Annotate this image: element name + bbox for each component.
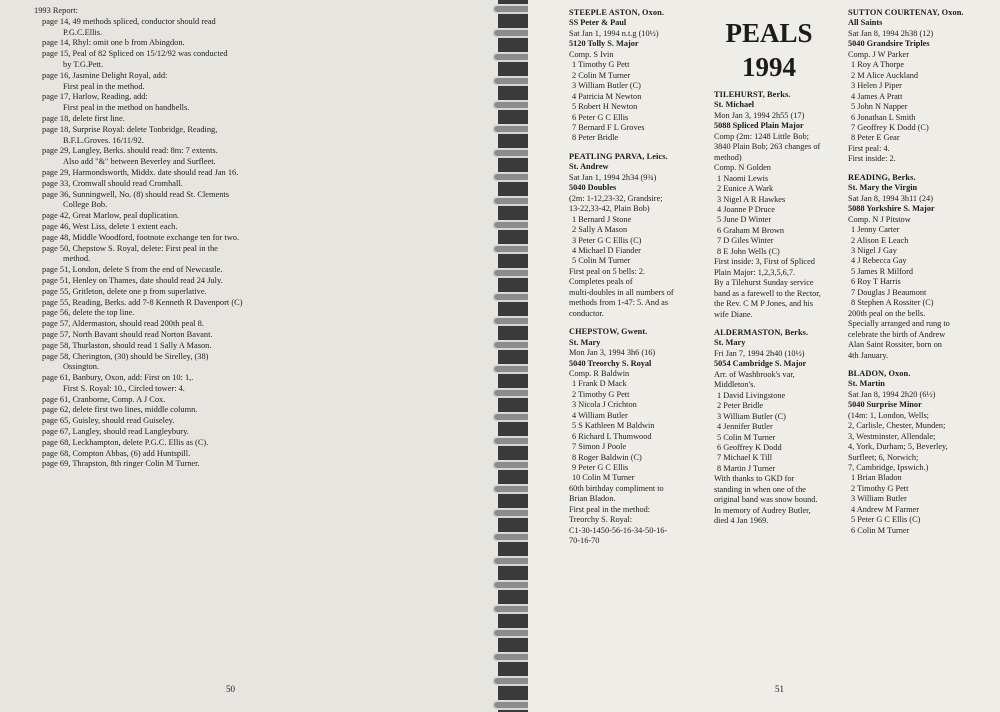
peal-method: 5040 Treorchy S. Royal [569,358,652,368]
peal-ringer: 5 James R Milford [851,266,913,276]
peal-church: St. Martin [848,379,885,389]
peal-footnote: First peal in the method: [569,504,651,514]
errata-line: page 61, Cranborne, Comp. A J Cox. [42,394,166,404]
peal-footnote: C1-30-1450-56-16-34-50-16- [569,525,668,535]
peal-ringer: 5 Colin M Turner [572,256,631,266]
peal-method: 5088 Spliced Plain Major [714,121,804,131]
peal-method: 5054 Cambridge S. Major [714,359,807,369]
peal-ringer: 7 D Giles Winter [717,236,774,246]
errata-line: page 15, Peal of 82 Spliced on 15/12/92 was conducted [42,49,228,59]
errata-line: page 48, Middle Woodford, footnote exchange ten for two. [42,232,240,242]
peal-footnote: Brian Bladon. [569,494,616,504]
binding-coil [492,604,532,614]
binding-coil [492,124,532,134]
peal-ringer: 4 Joanne P Druce [717,204,775,214]
peal-entry [848,369,973,536]
binding-coil [492,196,532,206]
binding-coil [492,556,532,566]
peal-ringer: 4 Jennifer Butler [717,422,773,432]
peal-ringer: 7 Douglas J Beaumont [851,287,927,297]
peal-footnote: wife Diane. [714,309,753,319]
errata-line: Also add "&" between Beverley and Surfleet. [63,157,216,167]
peal-composition: Comp. N J Pitstow [848,214,911,224]
peal-composition: (2m: 1-12,23-32, Grandsire; [569,193,663,203]
errata-line: page 58, Cherington, (30) should be Sirelley, (38) [42,351,209,361]
peal-place: BLADON, Oxon. [848,368,911,378]
binding-coil [492,52,532,62]
peal-entry [848,8,973,165]
peal-composition: Comp. J W Parker [848,49,909,59]
peal-footnote: Plain Major: 1,2,3,5,6,7. [714,267,796,277]
peal-footnote: 70-16-70 [569,536,600,546]
binding-coil [492,532,532,542]
peal-footnote: methods from 1-47: 5. And as [569,298,669,308]
peal-ringer: 6 Peter G C Ellis [572,112,629,122]
errata-line: page 58, Thurlaston, should read 1 Sally A Mason. [42,340,212,350]
peal-place: STEEPLE ASTON, Oxon. [569,8,664,17]
peal-composition: Surfleet; 6, Norwich; [848,452,919,462]
peal-church: St. Michael [714,100,755,110]
peal-composition: Arr. of Washbrook's var, [714,369,795,379]
errata-line: method. [63,254,91,264]
peals-year: 1994 [742,52,796,82]
peal-footnote: conductor. [569,308,604,318]
peal-ringer: 6 Roy T Harris [851,277,901,287]
peal-composition: 13-22,33-42, Plain Bob) [569,204,650,214]
peal-church: St. Andrew [569,162,609,172]
peal-composition: 2, Carlisle, Chester, Munden; [848,421,946,431]
binding-coil [492,628,532,638]
peal-ringer: 9 Peter G C Ellis [572,463,629,473]
peals-title: PEALS [725,18,813,48]
errata-line: page 55, Reading, Berks. add 7-8 Kenneth R Davenport (C) [42,297,243,307]
peal-ringer: 6 Graham M Brown [717,225,785,235]
binding-coil [492,484,532,494]
errata-line: by T.G.Pett. [63,59,104,69]
errata-line: page 62, delete first two lines, middle column. [42,405,198,415]
binding-coil [492,580,532,590]
peal-footnote: standing in when one of the [714,484,806,494]
binding-coil [492,364,532,374]
peal-composition: Comp (2m: 1248 Little Bob; [714,131,809,141]
peals-column-2 [714,90,844,535]
peal-footnote: original band was snow bound. [714,495,818,505]
binding-coil [492,172,532,182]
peal-composition: Middleton's. [714,380,756,390]
peal-footnote: Alan Saint Rossiter, born on [848,340,942,350]
peal-footnote: With thanks to GKD for [714,474,795,484]
errata-line: page 57, North Bavant should read Norton Bavant. [42,329,213,339]
peal-church: SS Peter & Paul [569,18,627,28]
peal-church: St. Mary [569,337,601,347]
peal-ringer: 1 Jenny Carter [851,225,900,235]
errata-line: page 14, 49 methods spliced, conductor should read [42,16,216,26]
peal-date: Sat Jan 8, 1994 2h38 (12) [848,28,934,38]
peals-column-1 [569,8,697,555]
left-page [0,0,498,712]
binding-coil [492,436,532,446]
peal-ringer: 7 Geoffrey K Dodd (C) [851,122,929,132]
peal-ringer: 3 Peter G C Ellis (C) [572,235,642,245]
peal-church: St. Mary the Virgin [848,183,918,193]
peal-ringer: 3 Nigel J Gay [851,245,897,255]
peal-ringer: 5 June D Winter [717,215,772,225]
peal-ringer: 4 William Butler [572,410,628,420]
spiral-binding [498,0,528,712]
peal-entry [848,173,973,361]
peal-ringer: 8 Peter Bridle [572,133,619,143]
errata-list [34,17,489,470]
peal-church: St. Mary [714,338,746,348]
peal-ringer: 4 Patricia M Newton [572,91,642,101]
binding-coil [492,340,532,350]
binding-coil [492,412,532,422]
errata-line: page 50, Chepstow S. Royal, delete: First peal in the [42,243,218,253]
peal-ringer: 1 Naomi Lewis [717,173,769,183]
errata-line: page 18, delete first line. [42,113,125,123]
peal-ringer: 8 Roger Baldwin (C) [572,452,642,462]
errata-line: page 55, Gritleton, delete one p from superlative. [42,286,207,296]
binding-coil [492,76,532,86]
peal-composition: 4, York, Durham; 5, Beverley, [848,442,948,452]
peal-ringer: 4 James A Pratt [851,91,903,101]
errata-line: page 67, Langley, should read Langleybury. [42,427,189,437]
left-page-number: 50 [226,684,235,694]
errata-line: page 17, Harlow, Reading, add: [42,92,148,102]
peal-ringer: 8 E John Wells (C) [717,246,780,256]
peal-place: PEATLING PARVA, Leics. [569,151,668,161]
peal-footnote: band as a farewell to the Rector, [714,288,821,298]
errata-title: 1993 Report: [34,6,78,15]
peal-ringer: 2 M Alice Auckland [851,70,919,80]
binding-coil [492,148,532,158]
peal-date: Sat Jan 8, 1994 2h20 (6½) [848,389,936,399]
peal-method: 5040 Surprise Minor [848,400,922,410]
peal-entry [569,8,697,144]
binding-coil [492,268,532,278]
peal-ringer: 4 Andrew M Farmer [851,504,919,514]
peal-ringer: 7 Michael K Till [717,453,773,463]
peal-date: Mon Jan 3, 1994 2h55 (17) [714,110,805,120]
peal-ringer: 8 Stephen A Rossiter (C) [851,298,934,308]
peal-method: 5040 Grandsire Triples [848,39,930,49]
peal-date: Mon Jan 3, 1994 3h6 (16) [569,348,656,358]
peal-footnote: In memory of Audrey Butler, [714,505,811,515]
peal-ringer: 3 William Butler (C) [572,81,641,91]
peal-date: Sat Jan 1, 1994 n.t.g (10½) [569,28,659,38]
errata-line: page 16, Jasmine Delight Royal, add: [42,70,168,80]
peal-ringer: 3 Helen J Piper [851,81,902,91]
peal-ringer: 4 Michael D Fiander [572,245,641,255]
peal-ringer: 6 Jonathan L Smith [851,112,916,122]
peal-place: SUTTON COURTENAY, Oxon. [848,8,964,17]
peal-church: All Saints [848,18,883,28]
peal-footnote: First peal: 4. [848,143,890,153]
errata-line: page 68, Compton Abbas, (6) add Huntspill. [42,448,191,458]
peal-ringer: 2 Alison E Leach [851,235,909,245]
peal-footnote: multi-doubles in all numbers of [569,287,674,297]
binding-coil [492,292,532,302]
peal-entry [569,152,697,319]
peal-method: 5120 Tolly S. Major [569,39,639,49]
peal-composition: Comp. R Baldwin [569,368,630,378]
peal-date: Sat Jan 1, 1994 2h34 (9¾) [569,172,657,182]
errata-line: College Bob. [63,200,108,210]
peal-ringer: 7 Bernard F L Groves [572,122,645,132]
binding-coil [492,508,532,518]
peal-footnote: Treorchy S. Royal: [569,515,633,525]
peal-composition: 3840 Plain Bob; 263 changes of [714,142,821,152]
peal-place: READING, Berks. [848,172,916,182]
errata-line: First peal in the method. [63,81,145,91]
binding-coil [492,652,532,662]
peal-ringer: 2 Sally A Mason [572,225,628,235]
peal-entry [714,328,844,527]
errata-line: page 61, Banbury, Oxon, add: First on 10: 1,. [42,373,194,383]
peal-ringer: 5 S Kathleen M Baldwin [572,421,655,431]
errata-section [34,6,489,470]
peal-ringer: 7 Simon J Poole [572,442,627,452]
binding-coil [492,4,532,14]
errata-line: page 51, Henley on Thames, date should read 24 July. [42,275,223,285]
peal-method: 5040 Doubles [569,183,617,193]
right-page [528,0,1000,712]
peal-footnote: died 4 Jan 1969. [714,516,769,526]
errata-line: page 57, Aldermaston, should read 200th peal 8. [42,319,204,329]
errata-line: First peal in the method on handbells. [63,103,190,113]
peal-ringer: 2 Eunice A Wark [717,184,774,194]
peal-composition: 7, Cambridge, Ipswich.) [848,463,929,473]
peal-ringer: 3 William Butler (C) [717,411,786,421]
peal-ringer: 3 William Butler [851,494,907,504]
peal-method: 5088 Yorkshire S. Major [848,204,935,214]
peals-column-3 [848,8,973,544]
peal-place: CHEPSTOW, Gwent. [569,327,648,337]
peal-ringer: 8 Peter E Gear [851,133,900,143]
binding-coil [492,316,532,326]
peal-ringer: 5 Robert H Newton [572,102,638,112]
peal-ringer: 1 David Livingstone [717,390,786,400]
peal-ringer: 6 Colin M Turner [851,525,910,535]
errata-line: page 42, Great Marlow, peal duplication. [42,211,180,221]
peal-ringer: 3 Nigel A R Hawkes [717,194,786,204]
peal-ringer: 2 Timothy G Pett [851,483,909,493]
peal-ringer: 2 Timothy G Pett [572,389,630,399]
peal-ringer: 6 Richard L Thumwood [572,431,652,441]
peal-ringer: 5 Peter G C Ellis (C) [851,515,921,525]
errata-line: P.G.C.Ellis. [63,27,103,37]
errata-line: page 29, Harmondsworth, Middx. date should read Jan 16. [42,167,239,177]
peal-ringer: 1 Timothy G Pett [572,60,630,70]
peal-place: ALDERMASTON, Berks. [714,327,809,337]
peal-composition: (14m: 1, London, Wells; [848,410,929,420]
binding-coil [492,100,532,110]
peals-heading [714,16,824,84]
peal-ringer: 1 Bernard J Stone [572,214,632,224]
errata-line: page 68, Leckhampton, delete P.G.C. Ellis as (C). [42,437,209,447]
peal-date: Sat Jan 8, 1994 3h11 (24) [848,193,933,203]
binding-coil [492,700,532,710]
errata-line: page 18, Surprise Royal: delete Tonbridge, Reading, [42,124,218,134]
peal-composition: 3, Westminster, Allendale; [848,431,936,441]
peal-date: Fri Jan 7, 1994 2h40 (10½) [714,348,805,358]
peal-footnote: First inside: 2. [848,154,896,164]
errata-line: page 36, Sunningwell, No. (8) should read St. Clements [42,189,230,199]
errata-line: page 33, Cromwall should read Cromhall. [42,178,183,188]
binding-coil [492,676,532,686]
peal-footnote: 60th birthday compliment to [569,483,664,493]
binding-coil [492,244,532,254]
errata-line: page 29, Langley, Berks. should read: 8m: 7 extents. [42,146,218,156]
peal-footnote: celebrate the birth of Andrew [848,329,946,339]
binding-coil [492,220,532,230]
errata-line: First S. Royal: 10., Circled tower: 4. [63,383,185,393]
peal-ringer: 1 Brian Bladon [851,473,902,483]
peal-place: TILEHURST, Berks. [714,90,791,99]
peal-ringer: 1 Roy A Thorpe [851,60,905,70]
peal-footnote: Specially arranged and rung to [848,319,950,329]
peal-footnote: First inside: 3, First of Spliced [714,257,815,267]
binding-coil [492,28,532,38]
peal-footnote: 200th peal on the bells. [848,308,926,318]
peal-ringer: 1 Frank D Mack [572,379,627,389]
right-page-number: 51 [775,684,784,694]
errata-line: Ossington. [63,362,100,372]
peal-ringer: 4 J Rebecca Gay [851,256,907,266]
peal-ringer: 5 John N Napper [851,102,908,112]
peal-entry [714,90,844,320]
peal-footnote: 4th January. [848,350,889,360]
peal-footnote: By a Tilehurst Sunday service [714,278,814,288]
peal-ringer: 6 Geoffrey K Dodd [717,442,782,452]
peal-ringer: 2 Colin M Turner [572,70,631,80]
peal-ringer: 8 Martin J Turner [717,463,776,473]
errata-line: B.F.L.Groves. 16/11/92. [63,135,144,145]
peal-ringer: 10 Colin M Turner [572,473,635,483]
errata-line: page 46, West Liss, delete 1 extent each. [42,221,178,231]
binding-coil [492,460,532,470]
errata-line: page 69, Thrapston, 8th ringer Colin M Turner. [42,459,200,469]
peal-footnote: the Rev. C M P Jones, and his [714,299,813,309]
peal-ringer: 3 Nicola J Crichton [572,400,637,410]
peal-ringer: 2 Peter Bridle [717,401,764,411]
errata-line: page 56, delete the top line. [42,308,135,318]
peal-composition: Comp. S Ivin [569,49,614,59]
peal-entry [569,327,697,547]
peal-ringer: 5 Colin M Turner [717,432,776,442]
errata-line: page 65, Guisley, should read Guiseley. [42,416,175,426]
peal-footnote: First peal on 5 bells: 2. [569,266,646,276]
peal-composition: Comp. N Golden [714,163,771,173]
errata-line: page 14, Rhyl: omit one b from Abingdon. [42,38,185,48]
peal-composition: method) [714,152,742,162]
binding-coil [492,388,532,398]
peal-footnote: Completes peals of [569,277,633,287]
errata-line: page 51, London, delete S from the end of Newcastle. [42,265,223,275]
